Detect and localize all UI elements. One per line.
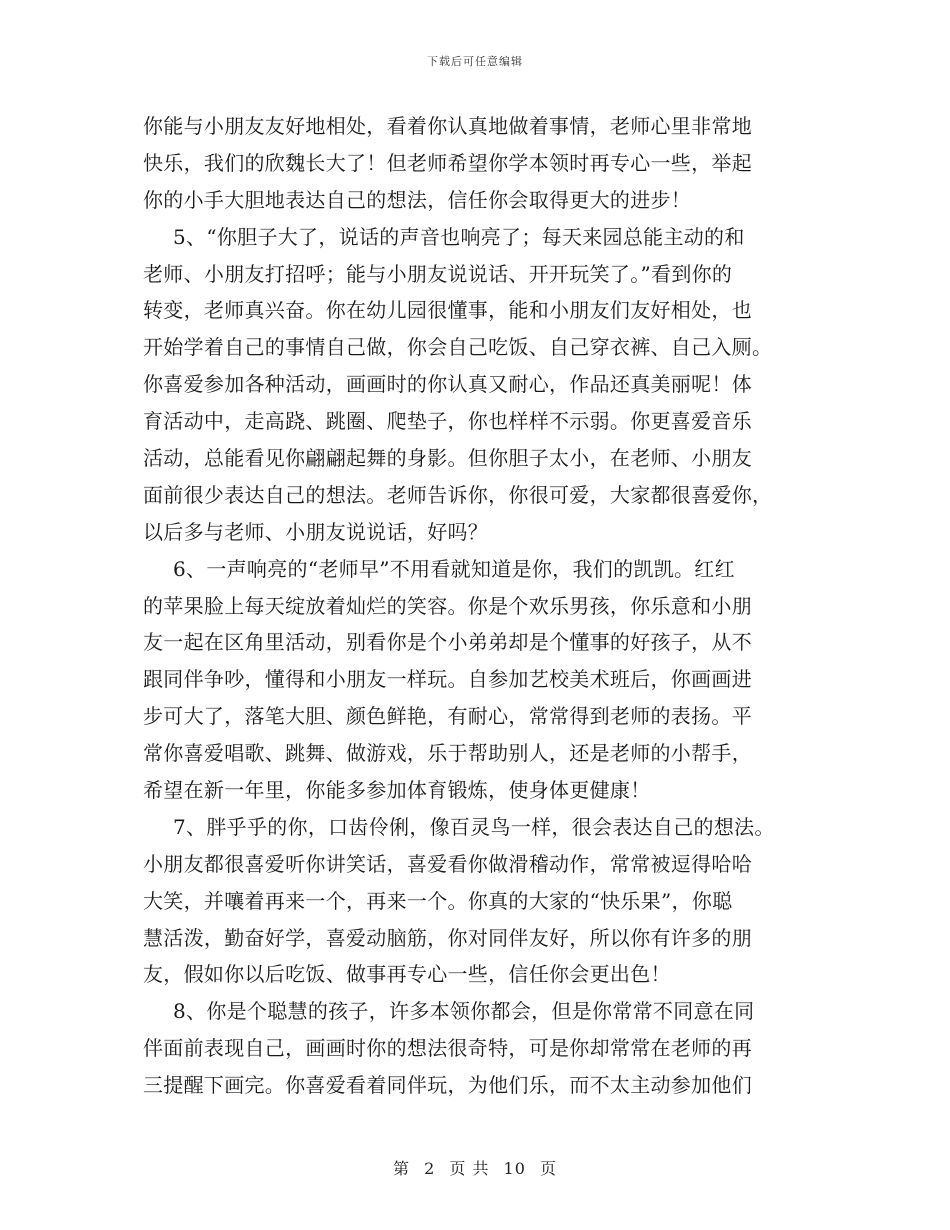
text-line: 以后多与老师、小朋友说说话，好吗？ <box>143 519 489 544</box>
text-line: 小朋友都很喜爱听你讲笑话，喜爱看你做滑稽动作，常常被逗得哈哈 <box>143 851 752 876</box>
page-footer <box>0 1156 950 1179</box>
text-line: 面前很少表达自己的想法。老师告诉你，你很可爱，大家都很喜爱你， <box>143 482 773 507</box>
text-line: 希望在新一年里，你能多参加体育锻炼，使身体更健康！ <box>143 778 651 803</box>
text-line: 伴面前表现自己，画画时你的想法很奇特，可是你却常常在老师的再 <box>143 1036 752 1061</box>
text-line: 你能与小朋友友好地相处，看着你认真地做着事情，老师心里非常地 <box>143 114 752 138</box>
text-line: 老师、小朋友打招呼；能与小朋友说说话、开开玩笑了。”看到你的 <box>143 261 733 286</box>
text-line: 三提醒下画完。你喜爱看着同伴玩，为他们乐，而不太主动参加他们 <box>143 1073 752 1098</box>
text-line: 育活动中，走高跷、跳圈、爬垫子，你也样样不示弱。你更喜爱音乐 <box>143 409 752 434</box>
current-page-number: 2 <box>424 1159 436 1178</box>
footer-prefix: 第 <box>392 1159 410 1178</box>
text-line: 你的小手大胆地表达自己的想法，信任你会取得更大的进步！ <box>143 187 692 212</box>
paragraph-start-line: 6、一声响亮的“老师早”不用看就知道是你，我们的凯凯。红红 <box>173 556 735 581</box>
footer-suffix: 页 <box>540 1159 558 1178</box>
total-page-count: 10 <box>503 1159 526 1178</box>
text-line: 友一起在区角里活动，别看你是个小弟弟却是个懂事的好孩子，从不 <box>143 630 752 655</box>
text-line: 快乐，我们的欣魏长大了！但老师希望你学本领时再专心一些，举起 <box>143 150 752 175</box>
document-body <box>143 108 843 1104</box>
text-line: 友，假如你以后吃饭、做事再专心一些，信任你会更出色！ <box>143 962 671 987</box>
text-line: 慧活泼，勤奋好学，喜爱动脑筋，你对同伴友好，所以你有许多的朋 <box>143 925 752 950</box>
paragraph-start-line: 8、你是个聪慧的孩子，许多本领你都会，但是你常常不同意在同 <box>173 999 755 1024</box>
paragraph-start-line: 7、胖乎乎的你，口齿伶俐，像百灵鸟一样，很会表达自己的想法。 <box>173 814 775 839</box>
text-line: 大笑，并嚷着再来一个，再来一个。你真的大家的“快乐果”，你聪 <box>143 888 733 913</box>
footer-middle: 页 共 <box>449 1159 490 1178</box>
page-header <box>0 53 950 69</box>
header-text: 下载后可任意编辑 <box>427 55 523 68</box>
text-line: 活动，总能看见你翩翩起舞的身影。但你胆子太小，在老师、小朋友 <box>143 446 752 471</box>
text-line: 常你喜爱唱歌、跳舞、做游戏，乐于帮助别人，还是老师的小帮手， <box>143 741 752 766</box>
text-line: 步可大了，落笔大胆、颜色鲜艳，有耐心，常常得到老师的表扬。平 <box>143 704 752 729</box>
text-line: 的苹果脸上每天绽放着灿烂的笑容。你是个欢乐男孩，你乐意和小朋 <box>143 593 752 618</box>
text-line: 开始学着自己的事情自己做，你会自己吃饭、自己穿衣裤、自己入厕。 <box>143 335 773 360</box>
text-line: 你喜爱参加各种活动，画画时的你认真又耐心，作品还真美丽呢！体 <box>143 372 752 397</box>
paragraph-start-line: 5、“你胆子大了，说话的声音也响亮了；每天来园总能主动的和 <box>173 224 745 249</box>
text-line: 转变，老师真兴奋。你在幼儿园很懂事，能和小朋友们友好相处，也 <box>143 298 752 323</box>
text-line: 跟同伴争吵，懂得和小朋友一样玩。自参加艺校美术班后，你画画进 <box>143 667 752 692</box>
